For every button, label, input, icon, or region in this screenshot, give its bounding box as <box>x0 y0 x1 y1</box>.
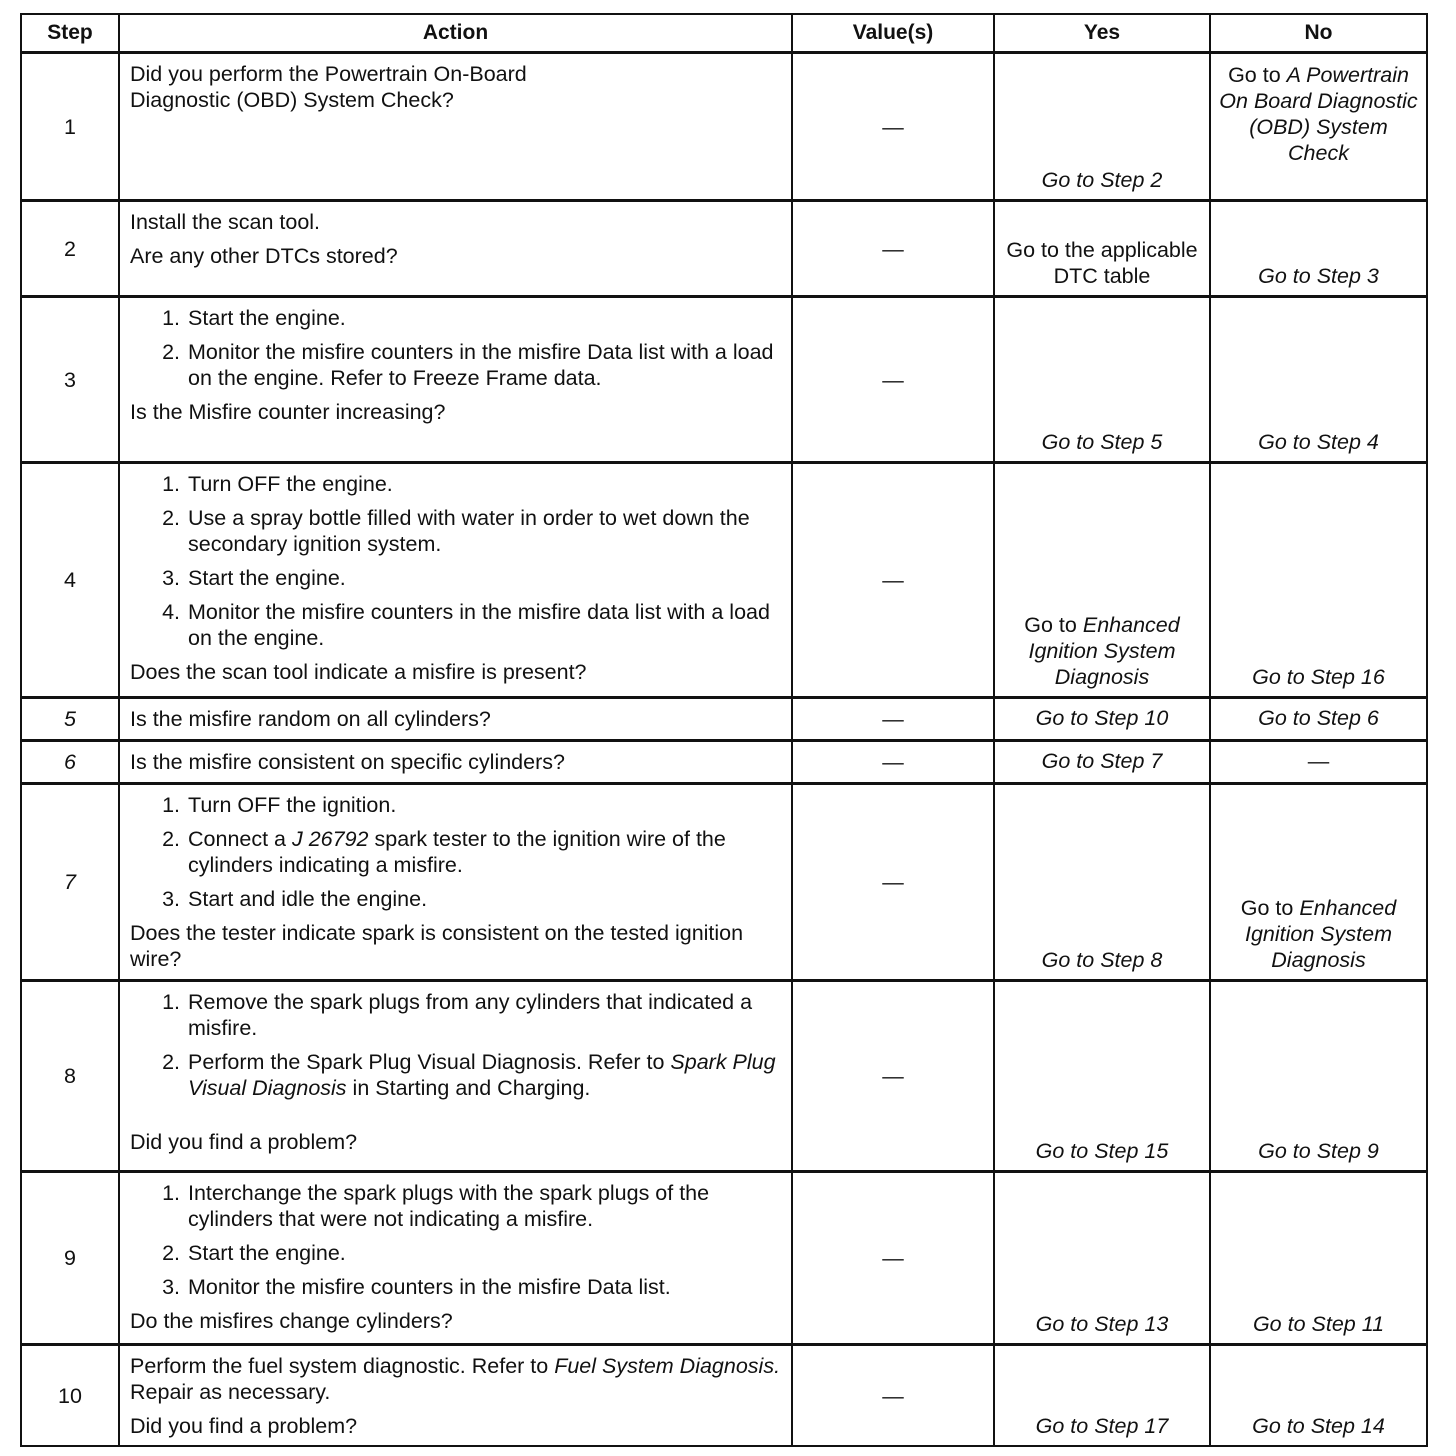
action-list <box>130 792 781 912</box>
tool-number: J 26792 <box>292 827 369 851</box>
header-action: Action <box>119 14 792 53</box>
step-number: 7 <box>21 784 119 981</box>
header-values: Value(s) <box>792 14 994 53</box>
header-row <box>21 14 1427 53</box>
header-yes: Yes <box>994 14 1210 53</box>
diagnostic-table <box>20 13 1428 1447</box>
action-cell <box>119 53 792 201</box>
yes-text: Go to Step 15 <box>1035 1139 1169 1163</box>
action-text <box>130 1353 781 1405</box>
yes-text: Go to Step 8 <box>1041 948 1163 972</box>
yes-text: Go to Step 5 <box>1041 430 1163 454</box>
action-cell <box>119 297 792 463</box>
step-number: 3 <box>21 297 119 463</box>
list-item: 1. Remove the spark plugs from any cylinders that indicated a misfire. <box>186 989 781 1041</box>
list-item-text: Connect a <box>188 827 287 851</box>
value-cell: — <box>792 1345 994 1447</box>
action-text: Install the scan tool. <box>130 210 321 234</box>
no-cell: — <box>1210 741 1427 784</box>
action-text-part: Perform the fuel system diagnostic. Refer to <box>130 1354 549 1378</box>
list-item: 4. Monitor the misfire counters in the misfire data list with a load on the engine. <box>186 599 781 651</box>
action-list <box>130 305 781 391</box>
no-text: Go to Step 9 <box>1258 1139 1379 1163</box>
no-text: Go to Step 14 <box>1252 1414 1385 1438</box>
list-item: 1. Start the engine. <box>186 305 781 331</box>
table-row-step-1 <box>21 53 1427 201</box>
action-text: Diagnostic (OBD) System Check? <box>130 88 454 112</box>
value-cell: — <box>792 698 994 741</box>
yes-link[interactable] <box>994 53 1210 201</box>
list-item: 3. Monitor the misfire counters in the misfire Data list. <box>186 1274 781 1300</box>
value-cell: — <box>792 297 994 463</box>
yes-text: Go to the applicable DTC table <box>1006 238 1198 288</box>
table-row-step-8 <box>21 981 1427 1172</box>
yes-text: Go to Step 17 <box>1035 1414 1169 1438</box>
list-item: 1. Turn OFF the engine. <box>186 471 781 497</box>
yes-link[interactable] <box>994 741 1210 784</box>
table-row-step-5 <box>21 698 1427 741</box>
table-row-step-4 <box>21 463 1427 698</box>
action-question: Does the tester indicate spark is consistent on the tested ignition wire? <box>130 921 744 971</box>
no-link[interactable] <box>1210 463 1427 698</box>
yes-link[interactable] <box>994 698 1210 741</box>
no-link-text: Enhanced Ignition System Diagnosis <box>1245 896 1397 972</box>
yes-link[interactable] <box>994 784 1210 981</box>
step-number: 4 <box>21 463 119 698</box>
action-cell <box>119 201 792 297</box>
yes-link-text: Enhanced Ignition System Diagnosis <box>1028 613 1180 689</box>
value-cell: — <box>792 741 994 784</box>
table-row-step-3 <box>21 297 1427 463</box>
value-cell: — <box>792 53 994 201</box>
value-cell: — <box>792 784 994 981</box>
step-number: 1 <box>21 53 119 201</box>
no-link[interactable] <box>1210 1172 1427 1345</box>
yes-prefix: Go to <box>1024 613 1077 637</box>
action-list <box>130 471 781 651</box>
list-item: 2. Use a spray bottle filled with water in order to wet down the secondary ignition system. <box>186 505 781 557</box>
yes-link[interactable] <box>994 297 1210 463</box>
table-row-step-9 <box>21 1172 1427 1345</box>
action-question: Is the Misfire counter increasing? <box>130 400 446 424</box>
no-text: Go to Step 11 <box>1252 1312 1385 1336</box>
reference-link: Fuel System Diagnosis. <box>554 1354 781 1378</box>
action-cell <box>119 463 792 698</box>
list-item: 3. Start the engine. <box>186 565 781 591</box>
action-cell <box>119 981 792 1172</box>
yes-text: Go to Step 10 <box>1035 706 1169 730</box>
no-text: Go to Step 3 <box>1258 264 1379 288</box>
action-question: Does the scan tool indicate a misfire is present? <box>130 660 587 684</box>
no-link[interactable] <box>1210 1345 1427 1447</box>
no-link[interactable] <box>1210 297 1427 463</box>
no-text: Go to Step 6 <box>1258 706 1379 730</box>
action-cell <box>119 1345 792 1447</box>
action-list <box>130 989 781 1101</box>
list-item <box>186 826 781 878</box>
no-link[interactable] <box>1210 981 1427 1172</box>
no-text: Go to Step 16 <box>1252 665 1385 689</box>
yes-link[interactable] <box>994 1345 1210 1447</box>
no-text: Go to Step 4 <box>1258 430 1379 454</box>
action-cell <box>119 784 792 981</box>
action-text: Is the misfire random on all cylinders? <box>119 698 792 741</box>
yes-link[interactable] <box>994 1172 1210 1345</box>
yes-text: Go to Step 13 <box>1035 1312 1169 1336</box>
yes-link[interactable] <box>994 201 1210 297</box>
list-item-text: spark tester to the ignition wire of the cylinders indicating a misfire. <box>188 827 726 877</box>
action-text-part: Repair as necessary. <box>130 1380 331 1404</box>
value-cell: — <box>792 201 994 297</box>
step-number: 2 <box>21 201 119 297</box>
no-prefix: Go to <box>1228 63 1281 87</box>
yes-text: Go to Step 2 <box>1041 168 1163 192</box>
table-row-step-2 <box>21 201 1427 297</box>
table-row-step-6 <box>21 741 1427 784</box>
step-number: 8 <box>21 981 119 1172</box>
step-number: 9 <box>21 1172 119 1345</box>
step-number: 10 <box>21 1345 119 1447</box>
action-question: Do the misfires change cylinders? <box>130 1309 453 1333</box>
action-question: Are any other DTCs stored? <box>130 244 398 268</box>
value-cell: — <box>792 463 994 698</box>
action-cell <box>119 1172 792 1345</box>
list-item-text: Perform the Spark Plug Visual Diagnosis. Refer to <box>188 1050 665 1074</box>
action-list <box>130 1180 781 1300</box>
list-item: 1. Turn OFF the ignition. <box>186 792 781 818</box>
header-step: Step <box>21 14 119 53</box>
list-item: 2. Start the engine. <box>186 1240 781 1266</box>
step-number: 5 <box>21 698 119 741</box>
header-no: No <box>1210 14 1427 53</box>
reference-link: Spark Plug Visual Diagnosis <box>188 1050 776 1100</box>
list-item-text: in Starting and Charging. <box>352 1076 591 1100</box>
list-item: 1. Interchange the spark plugs with the spark plugs of the cylinders that were not indicating a misfire. <box>186 1180 781 1232</box>
yes-text: Go to Step 7 <box>1041 749 1163 773</box>
no-link[interactable] <box>1210 698 1427 741</box>
action-question: Did you find a problem? <box>130 1130 358 1154</box>
table-row-step-10 <box>21 1345 1427 1447</box>
value-cell: — <box>792 1172 994 1345</box>
list-item <box>186 1049 781 1101</box>
no-link[interactable] <box>1210 784 1427 981</box>
no-link[interactable] <box>1210 201 1427 297</box>
step-number: 6 <box>21 741 119 784</box>
action-text: Did you perform the Powertrain On-Board <box>130 62 527 86</box>
table-row-step-7 <box>21 784 1427 981</box>
list-item: 3. Start and idle the engine. <box>186 886 781 912</box>
value-cell: — <box>792 981 994 1172</box>
no-prefix: Go to <box>1240 896 1294 920</box>
action-question: Did you find a problem? <box>130 1414 358 1438</box>
yes-link[interactable] <box>994 463 1210 698</box>
list-item: 2. Monitor the misfire counters in the misfire Data list with a load on the engine. Refer to Freeze Frame data. <box>186 339 781 391</box>
yes-link[interactable] <box>994 981 1210 1172</box>
action-text: Is the misfire consistent on specific cylinders? <box>119 741 792 784</box>
no-link-text: A Powertrain On Board Diagnostic (OBD) System Check <box>1219 63 1418 165</box>
no-link[interactable] <box>1210 53 1427 201</box>
